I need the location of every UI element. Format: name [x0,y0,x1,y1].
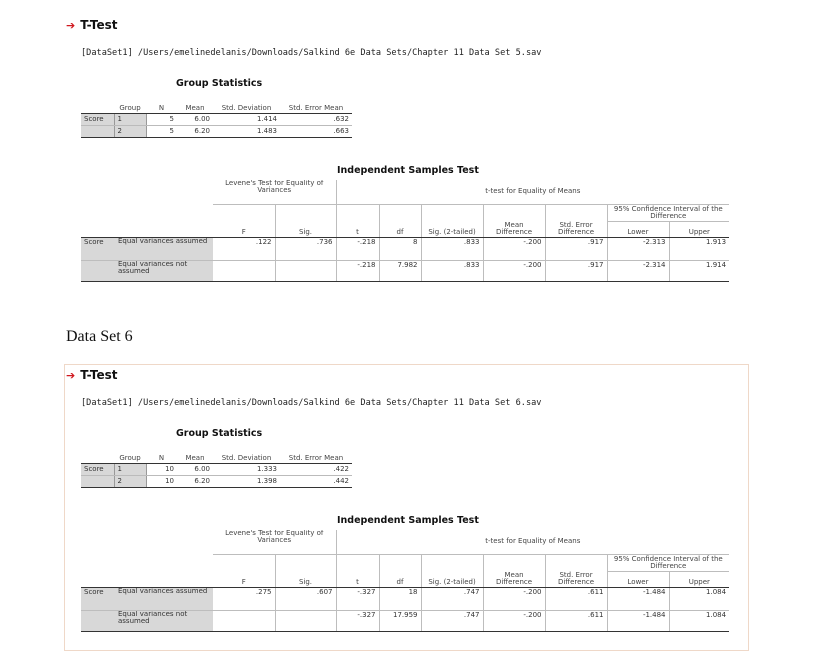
upper-cell: 1.913 [669,237,729,260]
sig-cell [275,610,336,631]
upper-cell: 1.914 [669,260,729,281]
mean-cell: 6.20 [177,125,213,137]
hdr-f: F [213,221,275,237]
f-cell: .275 [213,587,275,610]
n-cell: 5 [146,113,177,125]
df-cell: 17.959 [379,610,421,631]
hdr-mean: Mean [177,93,213,113]
hdr-upper: Upper [669,571,729,587]
sig-cell: .607 [275,587,336,610]
hdr-mean-difference: Mean Difference [483,221,545,237]
hdr-std-error-difference: Std. Error Difference [545,221,607,237]
upper-cell: 1.084 [669,610,729,631]
equal-variances-label: Equal variances assumed [115,237,213,260]
group-cell: 1 [114,113,146,125]
group-stats-title: Group Statistics [176,78,263,89]
hdr-t: t [336,221,379,237]
hdr-std-deviation: Std. Deviation [213,93,280,113]
df-cell: 18 [379,587,421,610]
ttest-heading-text: T-Test [80,368,118,382]
ci-header: 95% Confidence Interval of the Difference [607,554,729,571]
hdr-std-error-difference: Std. Error Difference [545,571,607,587]
hdr-sig: Sig. [275,221,336,237]
mean-cell: 6.00 [177,113,213,125]
hdr-lower: Lower [607,221,669,237]
hdr-n: N [146,93,177,113]
f-cell [213,260,275,281]
dataset-path: [DataSet1] /Users/emelinedelanis/Downloads/Salkind 6e Data Sets/Chapter 11 Data Set 6.sav [81,398,542,408]
group-stats-title: Group Statistics [176,428,263,439]
table-row [81,475,352,487]
sig2-cell: .747 [421,587,483,610]
ci-header: 95% Confidence Interval of the Difference [607,204,729,221]
hdr-lower: Lower [607,571,669,587]
hdr-t: t [336,571,379,587]
ttest-header: t-test for Equality of Means [336,180,729,204]
output-arrow-icon: ➔ [66,18,76,32]
hdr-group: Group [114,93,146,113]
table-row [81,587,729,610]
levene-header: Levene's Test for Equality of Variances [213,530,336,554]
mean-diff-cell: -.200 [483,260,545,281]
hdr-std-deviation: Std. Deviation [213,443,280,463]
table-row [81,237,729,260]
lower-cell: -2.314 [607,260,669,281]
output-arrow-icon: ➔ [66,368,76,382]
se-diff-cell: .611 [545,587,607,610]
equal-variances-not-label: Equal variances not assumed [115,260,213,281]
table-row [81,113,352,125]
n-cell: 10 [146,463,177,475]
hdr-sig-2-tailed: Sig. (2-tailed) [421,571,483,587]
group-cell: 1 [114,463,146,475]
row-label-score: Score [81,587,115,610]
table-row [81,463,352,475]
ind-test-title: Independent Samples Test [337,165,479,176]
equal-variances-not-label: Equal variances not assumed [115,610,213,631]
se-diff-cell: .611 [545,610,607,631]
sig2-cell: .833 [421,260,483,281]
group-stats-table [81,443,352,488]
row-label-score: Score [81,113,114,125]
hdr-sig: Sig. [275,571,336,587]
f-cell [213,610,275,631]
ind-samples-table [81,530,729,632]
df-cell: 7.982 [379,260,421,281]
group-stats-table [81,93,352,138]
ind-samples-table [81,180,729,282]
t-cell: -.218 [336,260,379,281]
lower-cell: -2.313 [607,237,669,260]
hdr-df: df [379,571,421,587]
lower-cell: -1.484 [607,587,669,610]
equal-variances-label: Equal variances assumed [115,587,213,610]
sig2-cell: .747 [421,610,483,631]
mean-diff-cell: -.200 [483,610,545,631]
row-label-score: Score [81,237,115,260]
se-cell: .442 [280,475,352,487]
sd-cell: 1.398 [213,475,280,487]
hdr-mean: Mean [177,443,213,463]
t-cell: -.218 [336,237,379,260]
se-diff-cell: .917 [545,260,607,281]
hdr-group: Group [114,443,146,463]
ttest-heading-text: T-Test [80,18,118,32]
t-cell: -.327 [336,610,379,631]
ttest-heading-1 [66,18,117,32]
row-label-score: Score [81,463,114,475]
mean-cell: 6.20 [177,475,213,487]
se-diff-cell: .917 [545,237,607,260]
hdr-upper: Upper [669,221,729,237]
sd-cell: 1.414 [213,113,280,125]
hdr-mean-difference: Mean Difference [483,571,545,587]
sd-cell: 1.483 [213,125,280,137]
upper-cell: 1.084 [669,587,729,610]
df-cell: 8 [379,237,421,260]
se-cell: .422 [280,463,352,475]
dataset-path: [DataSet1] /Users/emelinedelanis/Downloads/Salkind 6e Data Sets/Chapter 11 Data Set 5.sav [81,48,542,58]
mean-diff-cell: -.200 [483,587,545,610]
section-title: Data Set 6 [66,328,133,345]
ttest-heading-2 [66,368,117,382]
t-cell: -.327 [336,587,379,610]
se-cell: .632 [280,113,352,125]
sig-cell [275,260,336,281]
sig2-cell: .833 [421,237,483,260]
hdr-std-error-mean: Std. Error Mean [280,93,352,113]
hdr-std-error-mean: Std. Error Mean [280,443,352,463]
levene-header: Levene's Test for Equality of Variances [213,180,336,204]
hdr-sig-2-tailed: Sig. (2-tailed) [421,221,483,237]
hdr-df: df [379,221,421,237]
n-cell: 5 [146,125,177,137]
group-cell: 2 [114,475,146,487]
hdr-n: N [146,443,177,463]
ttest-header: t-test for Equality of Means [336,530,729,554]
group-cell: 2 [114,125,146,137]
mean-diff-cell: -.200 [483,237,545,260]
sig-cell: .736 [275,237,336,260]
table-row [81,260,729,281]
mean-cell: 6.00 [177,463,213,475]
f-cell: .122 [213,237,275,260]
table-row [81,610,729,631]
se-cell: .663 [280,125,352,137]
lower-cell: -1.484 [607,610,669,631]
hdr-f: F [213,571,275,587]
table-row [81,125,352,137]
n-cell: 10 [146,475,177,487]
ind-test-title: Independent Samples Test [337,515,479,526]
sd-cell: 1.333 [213,463,280,475]
